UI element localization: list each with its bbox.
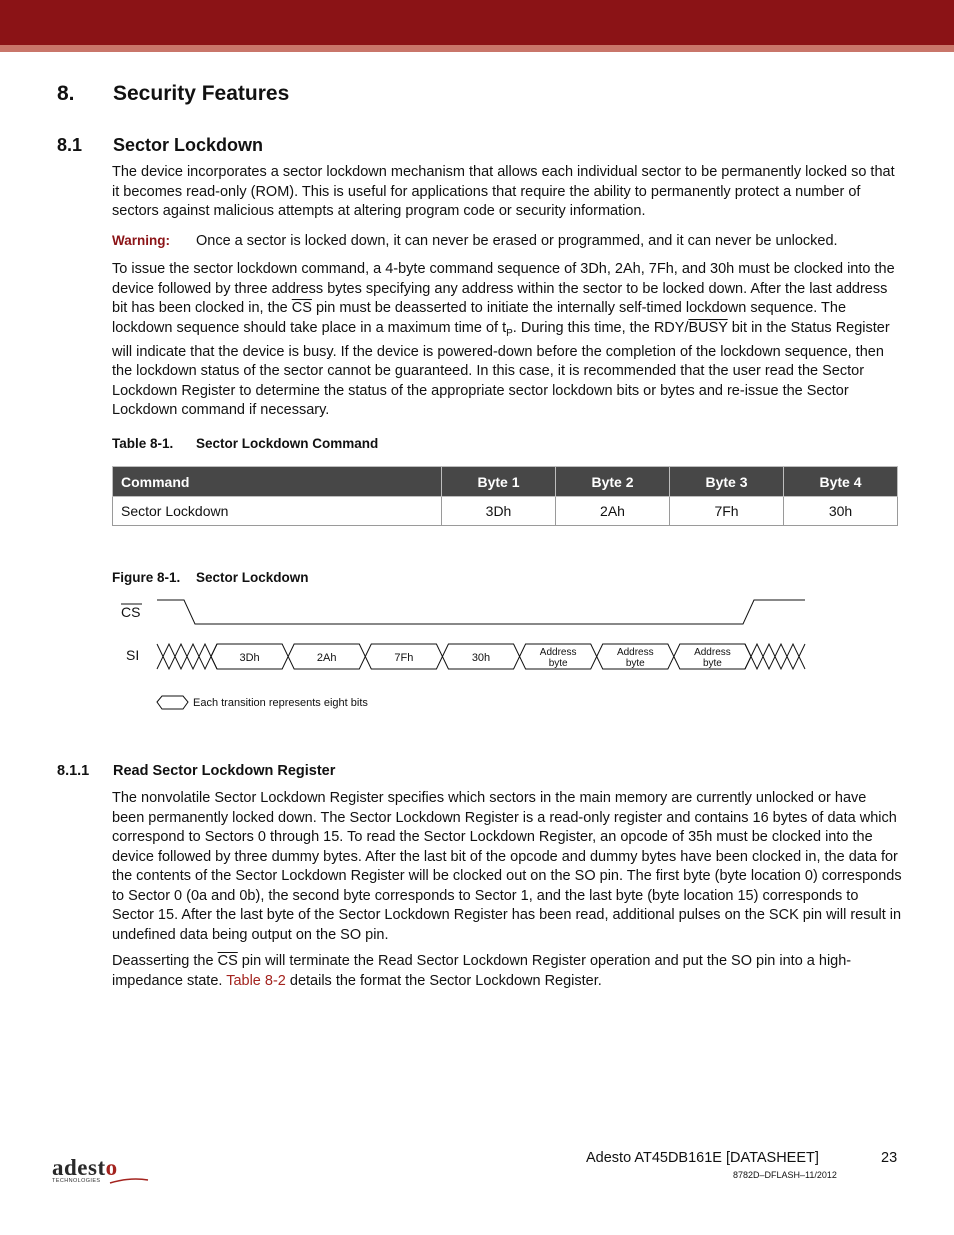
figure-caption-number: Figure 8-1. (112, 570, 181, 585)
si-command-byte-label: 2Ah (316, 652, 337, 664)
subsection-number: 8.1 (57, 135, 83, 155)
procedure-part-3: . During this time, the RDY/ (512, 319, 689, 336)
table-cell: 2Ah (556, 497, 670, 526)
table-row (113, 497, 898, 526)
subsubsection-heading (57, 763, 335, 779)
intro-paragraph (112, 163, 902, 222)
si-command-byte-label: 3Dh (239, 652, 260, 664)
table-header-cell: Byte 1 (442, 467, 556, 497)
busy-signal-name: BUSY (688, 319, 728, 336)
figure-caption-title: Sector Lockdown (196, 570, 309, 585)
si-signal-label: SI (126, 647, 140, 663)
sector-lockdown-command-table (112, 466, 898, 526)
deassert-part-2: pin will terminate the Read Sector Lockdown Register operation and put the SO pin into a high-impedance state. (112, 953, 852, 989)
table-caption-title: Sector Lockdown Command (196, 436, 379, 451)
table-cell: Sector Lockdown (113, 497, 442, 526)
subsection-heading (57, 135, 263, 156)
table-header-cell: Byte 2 (556, 467, 670, 497)
si-address-label-line2: byte (548, 658, 568, 669)
header-accent-line (0, 45, 954, 52)
si-address-label-line2: byte (702, 658, 722, 669)
si-address-label-line1: Address (616, 647, 654, 658)
adesto-logo (52, 1155, 118, 1184)
deassert-part-1: Deasserting the (112, 953, 218, 969)
subsection-title: Sector Lockdown (113, 135, 264, 155)
procedure-part-4: bit in the Status Register will indicate that the device is busy. If the device is powered-down before the completion of the lockdown sequence, then the lockdown status of the sector cannot be guaranteed. In this case, it is recommended that the user read the Sector Lockdown Register to determine the status of the appropriate sector lockdown bits or bytes and re-issue the Sector Lockdown command if necessary. (112, 319, 890, 419)
deassert-paragraph (112, 952, 902, 991)
subsubsection-number: 8.1.1 (57, 763, 90, 779)
footer-document-code: 8782D–DFLASH–11/2012 (733, 1170, 837, 1180)
footer-page-number: 23 (881, 1150, 898, 1166)
subsubsection-title: Read Sector Lockdown Register (113, 763, 336, 779)
si-command-byte-label: 30h (471, 652, 491, 664)
footer-document-title: Adesto AT45DB161E [DATASHEET] (586, 1150, 819, 1166)
table-cell: 7Fh (670, 497, 784, 526)
si-address-label-line2: byte (625, 658, 645, 669)
si-trailing-transitions (745, 644, 805, 669)
warning-text: Once a sector is locked down, it can never be erased or programmed, and it can never be unlocked. (196, 233, 838, 249)
si-command-byte-label: 7Fh (394, 652, 414, 664)
transition-legend (157, 696, 368, 709)
lockdown-procedure-paragraph (112, 260, 902, 421)
tp-subscript: P (506, 327, 513, 339)
warning-note (112, 231, 902, 252)
warning-label: Warning: (112, 233, 170, 248)
sector-lockdown-timing-diagram (0, 590, 954, 715)
intro-text: The device incorporates a sector lockdown mechanism that allows each individual sector to be permanently locked so that it becomes read-only (ROM). This is useful for applications that require the ability to permanently protect a number of sectors against malicious attempts at altering program code or security information. (112, 164, 895, 219)
cs-waveform (157, 600, 805, 624)
header-bar (0, 0, 954, 45)
logo-wordmark: adesto (52, 1155, 118, 1180)
cs-signal-name: $\overline{CS}$ (291, 300, 312, 316)
cs-signal-label: CS (121, 604, 141, 620)
transition-legend-text: Each transition represents eight bits (193, 697, 368, 709)
read-register-paragraph (112, 789, 902, 945)
transition-legend-symbol (157, 696, 188, 709)
procedure-part-2: pin must be deasserted to initiate the internally self-timed lockdown sequence. The lockdown sequence should take place in a maximum time of t (112, 300, 847, 336)
figure-caption (112, 570, 309, 585)
table-header-cell: Byte 3 (670, 467, 784, 497)
lockdown-procedure-text (112, 260, 902, 421)
procedure-part-1: To issue the sector lockdown command, a 4-byte command sequence of 3Dh, 2Ah, 7Fh, and 30h must be clocked into the device followed by three address bytes specifying any address within the sector to be locked down. After the last address bit has been clocked in, the (112, 261, 895, 316)
table-8-2-link[interactable]: Table 8-2 (226, 972, 286, 989)
deassert-part-3: details the format the Sector Lockdown Register. (285, 972, 602, 989)
section-title: Security Features (113, 82, 290, 105)
logo-swoosh (70, 1177, 150, 1185)
table-header-cell: Byte 4 (784, 467, 898, 497)
si-byte-boxes (211, 644, 751, 669)
deassert-text (112, 952, 902, 991)
cs-signal-name: $\overline{CS}$ (217, 953, 238, 969)
read-register-text: The nonvolatile Sector Lockdown Register specifies which sectors in the main memory are currently unlocked or have been permanently locked down. The Sector Lockdown Register is a read-only register and contains 16 bytes of data which correspond to Sectors 0 through 15. To read the Sector Lockdown Register, an opcode of 35h must be clocked into the device followed by three dummy bytes. After the last bit of the opcode and dummy bytes have been clocked in, the data for the contents of the Sector Lockdown Register will be clocked out on the SO pin. The first byte (byte location 0) corresponds to Sector 0 (0a and 0b), the second byte corresponds to Sector 1, and the last byte (byte location 15) corresponds to Sector 15. After the last byte of the Sector Lockdown Register has been read, additional pulses on the SCK pin will result in undefined data being output on the SO pin. (112, 790, 902, 943)
section-number: 8. (57, 82, 75, 105)
table-header-cell: Command (113, 467, 442, 497)
section-heading (57, 82, 289, 106)
table-caption (112, 436, 378, 451)
table-caption-number: Table 8-1. (112, 436, 174, 451)
si-address-label-line1: Address (539, 647, 577, 658)
logo-subtitle: TECHNOLOGIES (52, 1178, 101, 1184)
table-header-row (113, 467, 898, 497)
table-cell: 30h (784, 497, 898, 526)
table-cell: 3Dh (442, 497, 556, 526)
si-leading-transitions (157, 644, 217, 669)
si-address-label-line1: Address (694, 647, 731, 658)
